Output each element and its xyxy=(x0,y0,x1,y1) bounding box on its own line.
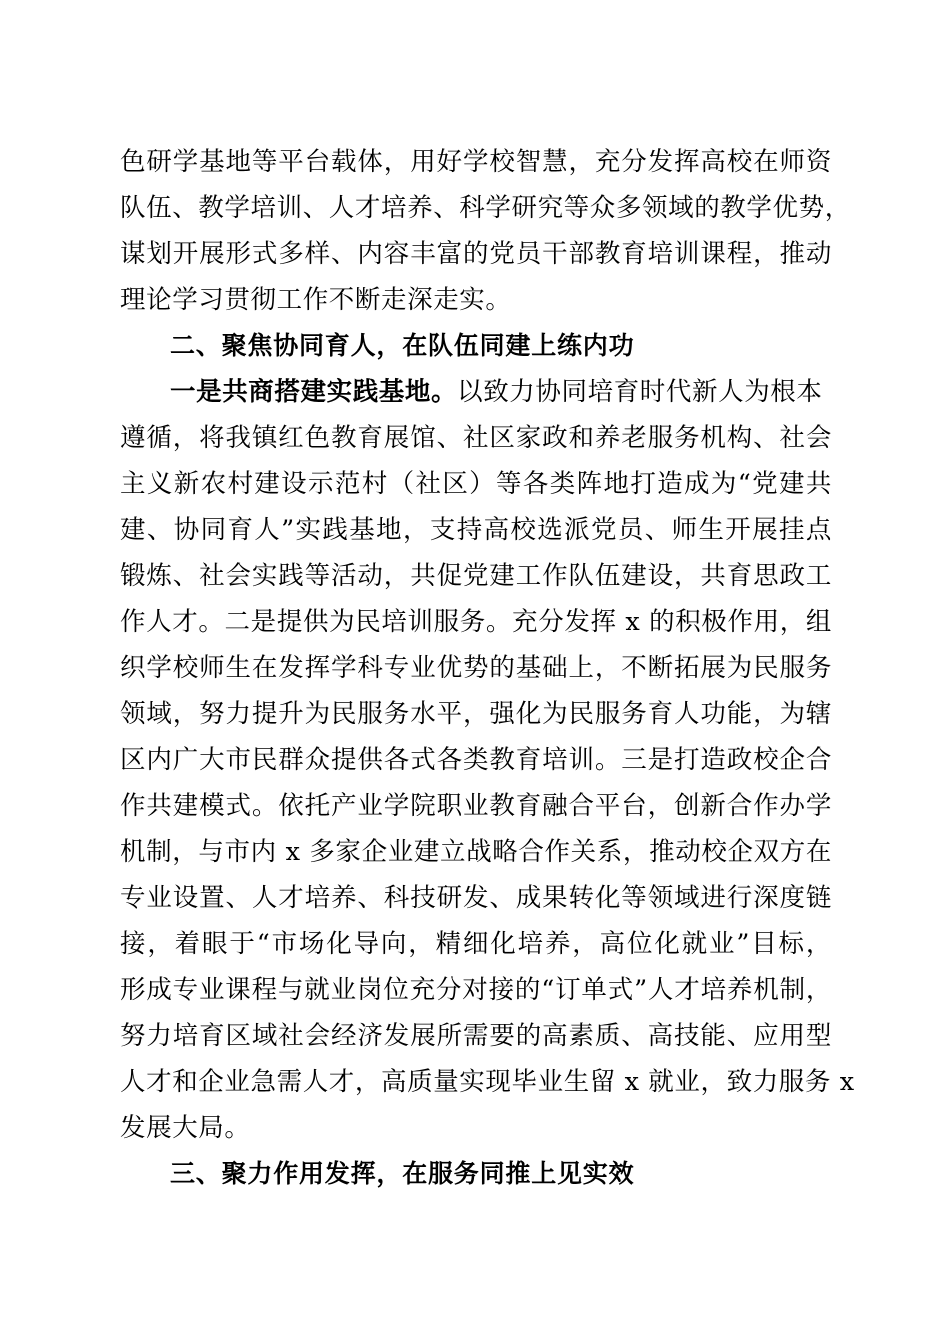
paragraph-line: 色研学基地等平台载体，用好学校智慧，充分发挥高校在师资 xyxy=(120,147,832,177)
paragraph-first-line xyxy=(170,369,823,415)
paragraph-line: 专业设置、人才培养、科技研发、成果转化等领域进行深度链 xyxy=(120,883,832,913)
paragraph-line: 织学校师生在发挥学科专业优势的基础上，不断拓展为民服务 xyxy=(120,653,832,683)
paragraph-line: 发展大局。 xyxy=(120,1113,251,1143)
paragraph-line: 建、协同育人”实践基地，支持高校选派党员、师生开展挂点 xyxy=(120,515,832,545)
paragraph-line: 人才和企业急需人才，高质量实现毕业生留 x 就业，致力服务 x xyxy=(120,1067,855,1097)
section-heading-3: 三、聚力作用发挥，在服务同推上见实效 xyxy=(170,1159,635,1188)
paragraph-line: 理论学习贯彻工作不断走深走实。 xyxy=(120,285,512,315)
paragraph-line: 锻炼、社会实践等活动，共促党建工作队伍建设，共育思政工 xyxy=(120,561,832,591)
paragraph-line: 区内广大市民群众提供各式各类教育培训。三是打造政校企合 xyxy=(120,745,832,775)
paragraph-line: 机制，与市内 x 多家企业建立战略合作关系，推动校企双方在 xyxy=(120,837,832,867)
paragraph-lead-phrase: 一是共商搭建实践基地。 xyxy=(170,377,458,407)
paragraph-line: 领域，努力提升为民服务水平，强化为民服务育人功能，为辖 xyxy=(120,699,832,729)
paragraph-line: 队伍、教学培训、人才培养、科学研究等众多领域的教学优势， xyxy=(120,193,851,223)
paragraph-line: 作共建模式。依托产业学院职业教育融合平台，创新合作办学 xyxy=(120,791,832,821)
paragraph-line: 谋划开展形式多样、内容丰富的党员干部教育培训课程，推动 xyxy=(120,239,832,269)
section-heading-2: 二、聚焦协同育人，在队伍同建上练内功 xyxy=(170,331,635,360)
paragraph-line: 努力培育区域社会经济发展所需要的高素质、高技能、应用型 xyxy=(120,1021,832,1051)
paragraph-line: 接，着眼于“市场化导向，精细化培养，高位化就业”目标， xyxy=(120,929,832,959)
paragraph-line-text: 以致力协同培育时代新人为根本 xyxy=(457,377,823,407)
paragraph-line: 作人才。二是提供为民培训服务。充分发挥 x 的积极作用，组 xyxy=(120,607,832,637)
paragraph-line: 遵循，将我镇红色教育展馆、社区家政和养老服务机构、社会 xyxy=(120,423,832,453)
paragraph-line: 主义新农村建设示范村（社区）等各类阵地打造成为“党建共 xyxy=(120,469,832,499)
paragraph-line: 形成专业课程与就业岗位充分对接的“订单式”人才培养机制， xyxy=(120,975,832,1005)
